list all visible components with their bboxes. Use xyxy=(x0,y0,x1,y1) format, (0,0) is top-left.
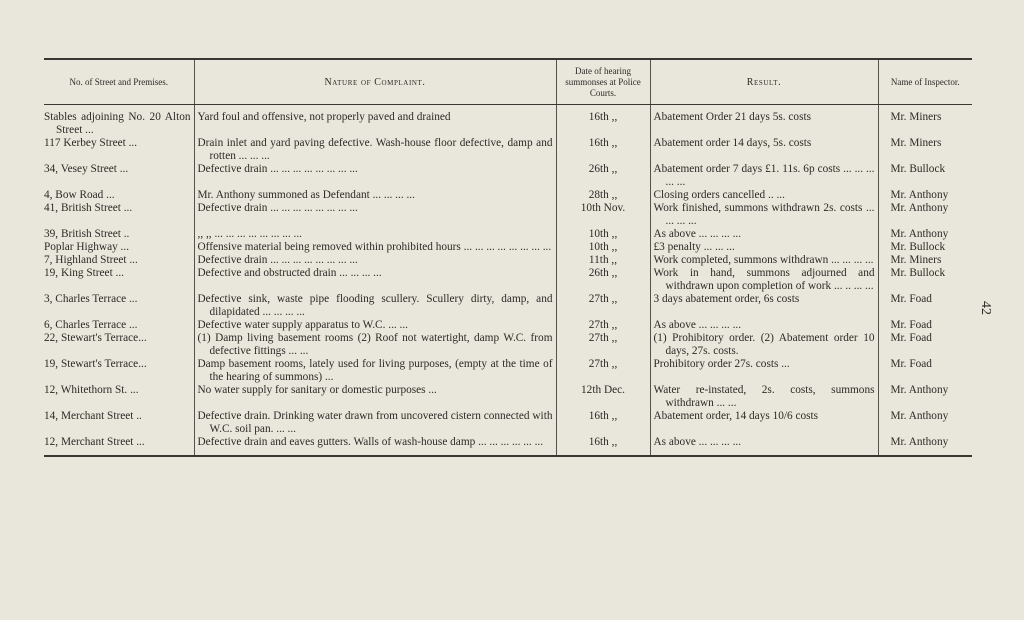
cell-date: 10th ,, xyxy=(556,228,650,241)
complaints-table xyxy=(44,58,972,457)
cell-street-text: Stables adjoining No. 20 Alton Street ... xyxy=(44,111,191,136)
cell-complaint xyxy=(194,410,556,436)
cell-complaint xyxy=(194,137,556,163)
cell-street-text: 22, Stewart's Terrace... xyxy=(44,332,147,344)
cell-date: 26th ,, xyxy=(556,163,650,189)
cell-complaint xyxy=(194,189,556,202)
cell-street-text: 19, King Street ... xyxy=(44,267,125,279)
cell-inspector: Mr. Anthony xyxy=(878,436,972,449)
table-row xyxy=(44,202,972,228)
cell-date: 16th ,, xyxy=(556,410,650,436)
cell-street-text: 6, Charles Terrace ... xyxy=(44,319,138,331)
cell-result-text: Abatement order 14 days, 5s. costs xyxy=(653,137,812,149)
cell-inspector: Mr. Bullock xyxy=(878,163,972,189)
cell-result xyxy=(650,163,878,189)
cell-complaint-text: Yard foul and offensive, not properly paved and drained xyxy=(197,111,451,123)
cell-street xyxy=(44,189,194,202)
cell-date: 12th Dec. xyxy=(556,384,650,410)
table-row xyxy=(44,111,972,137)
cell-result-text: Abatement order, 14 days 10/6 costs xyxy=(653,410,819,422)
cell-street-text: 19, Stewart's Terrace... xyxy=(44,358,147,370)
table-row xyxy=(44,254,972,267)
table-body xyxy=(44,105,972,457)
cell-complaint-text: Defective drain and eaves gutters. Walls of wash-house damp ... ... ... ... ... ... xyxy=(197,436,544,448)
cell-result-text: As above ... ... ... ... xyxy=(653,228,742,240)
cell-complaint xyxy=(194,384,556,410)
cell-result xyxy=(650,267,878,293)
cell-street xyxy=(44,384,194,410)
cell-street xyxy=(44,241,194,254)
cell-complaint xyxy=(194,358,556,384)
cell-street-text: 7, Highland Street ... xyxy=(44,254,138,266)
cell-complaint xyxy=(194,111,556,137)
cell-date: 28th ,, xyxy=(556,189,650,202)
cell-date: 27th ,, xyxy=(556,319,650,332)
table-row xyxy=(44,410,972,436)
cell-result-text: As above ... ... ... ... xyxy=(653,436,742,448)
cell-street-text: 12, Merchant Street ... xyxy=(44,436,145,448)
cell-result xyxy=(650,436,878,449)
header-date: Date of hearing summonses at Police Courts. xyxy=(556,59,650,105)
cell-inspector: Mr. Miners xyxy=(878,254,972,267)
cell-complaint-text: Defective drain ... ... ... ... ... ... ... ... xyxy=(197,202,358,214)
cell-complaint-text: Drain inlet and yard paving defective. Wash-house floor defective, damp and rotten ... ... ... xyxy=(197,137,553,162)
cell-result-text: Abatement order 7 days £1. 11s. 6p costs ... ... ... ... ... xyxy=(653,163,875,188)
table-row xyxy=(44,189,972,202)
cell-street xyxy=(44,254,194,267)
cell-date: 26th ,, xyxy=(556,267,650,293)
cell-street-text: Poplar Highway ... xyxy=(44,241,130,253)
cell-date: 16th ,, xyxy=(556,111,650,137)
cell-complaint-text: Damp basement rooms, lately used for living purposes, (empty at the time of the hearing of summons) ... xyxy=(197,358,553,383)
table-row xyxy=(44,436,972,449)
cell-street xyxy=(44,293,194,319)
table-row xyxy=(44,384,972,410)
cell-street-text: 117 Kerbey Street ... xyxy=(44,137,138,149)
cell-complaint xyxy=(194,293,556,319)
cell-date: 27th ,, xyxy=(556,293,650,319)
cell-date: 11th ,, xyxy=(556,254,650,267)
cell-result-text: Prohibitory order 27s. costs ... xyxy=(653,358,790,370)
cell-result xyxy=(650,189,878,202)
cell-result xyxy=(650,384,878,410)
cell-complaint-text: Defective water supply apparatus to W.C. ... ... xyxy=(197,319,409,331)
cell-complaint-text: No water supply for sanitary or domestic purposes ... xyxy=(197,384,437,396)
cell-result-text: Work finished, summons withdrawn 2s. costs ... ... ... ... xyxy=(653,202,875,227)
table-row xyxy=(44,332,972,358)
cell-street xyxy=(44,410,194,436)
cell-street-text: 14, Merchant Street .. xyxy=(44,410,142,422)
cell-complaint-text: Mr. Anthony summoned as Defendant ... ... ... ... xyxy=(197,189,415,201)
cell-result-text: Water re-instated, 2s. costs, summons withdrawn ... ... xyxy=(653,384,875,409)
cell-result-text: (1) Prohibitory order. (2) Abatement order 10 days, 27s. costs. xyxy=(653,332,875,357)
cell-street xyxy=(44,228,194,241)
cell-date: 10th ,, xyxy=(556,241,650,254)
cell-inspector: Mr. Bullock xyxy=(878,241,972,254)
cell-street xyxy=(44,267,194,293)
cell-result-text: Closing orders cancelled .. ... xyxy=(653,189,785,201)
cell-street xyxy=(44,111,194,137)
cell-street-text: 3, Charles Terrace ... xyxy=(44,293,138,305)
cell-complaint xyxy=(194,254,556,267)
cell-result-text: Abatement Order 21 days 5s. costs xyxy=(653,111,811,123)
cell-result xyxy=(650,293,878,319)
cell-inspector: Mr. Anthony xyxy=(878,202,972,228)
header-street: No. of Street and Premises. xyxy=(44,59,194,105)
cell-inspector: Mr. Anthony xyxy=(878,410,972,436)
cell-inspector: Mr. Anthony xyxy=(878,384,972,410)
table-row xyxy=(44,293,972,319)
table-row xyxy=(44,137,972,163)
cell-complaint-text: Defective sink, waste pipe flooding scullery. Scullery dirty, damp, and dilapidated ... ... ... ... xyxy=(197,293,553,318)
cell-result-text: £3 penalty ... ... ... xyxy=(653,241,735,253)
table-row xyxy=(44,319,972,332)
cell-result xyxy=(650,137,878,163)
cell-complaint xyxy=(194,267,556,293)
cell-street-text: 39, British Street .. xyxy=(44,228,130,240)
cell-result xyxy=(650,410,878,436)
document-page xyxy=(44,58,972,457)
cell-result xyxy=(650,332,878,358)
table-row xyxy=(44,228,972,241)
cell-inspector: Mr. Foad xyxy=(878,358,972,384)
cell-result-text: 3 days abatement order, 6s costs xyxy=(653,293,800,305)
cell-street xyxy=(44,358,194,384)
cell-inspector: Mr. Anthony xyxy=(878,189,972,202)
cell-inspector: Mr. Foad xyxy=(878,332,972,358)
cell-street-text: 4, Bow Road ... xyxy=(44,189,115,201)
cell-street xyxy=(44,436,194,449)
cell-inspector: Mr. Miners xyxy=(878,111,972,137)
cell-street-text: 34, Vesey Street ... xyxy=(44,163,129,175)
header-result: Result. xyxy=(650,59,878,105)
cell-result xyxy=(650,319,878,332)
cell-result xyxy=(650,111,878,137)
cell-result xyxy=(650,228,878,241)
cell-date: 10th Nov. xyxy=(556,202,650,228)
cell-result xyxy=(650,358,878,384)
cell-inspector: Mr. Bullock xyxy=(878,267,972,293)
cell-date: 16th ,, xyxy=(556,436,650,449)
cell-street xyxy=(44,163,194,189)
cell-complaint-text: Defective and obstructed drain ... ... ... ... xyxy=(197,267,382,279)
cell-date: 16th ,, xyxy=(556,137,650,163)
table-header xyxy=(44,59,972,105)
cell-complaint-text: Offensive material being removed within prohibited hours ... ... ... ... ... ... ... ... xyxy=(197,241,552,253)
cell-result-text: As above ... ... ... ... xyxy=(653,319,742,331)
cell-street-text: 41, British Street ... xyxy=(44,202,133,214)
cell-result-text: Work completed, summons withdrawn ... ... ... ... xyxy=(653,254,874,266)
cell-complaint-text: Defective drain ... ... ... ... ... ... ... ... xyxy=(197,163,358,175)
cell-inspector: Mr. Foad xyxy=(878,293,972,319)
cell-complaint-text: ,, ,, ... ... ... ... ... ... ... ... xyxy=(197,228,302,240)
cell-complaint xyxy=(194,228,556,241)
cell-street xyxy=(44,202,194,228)
cell-complaint xyxy=(194,202,556,228)
cell-complaint-text: Defective drain ... ... ... ... ... ... ... ... xyxy=(197,254,358,266)
header-inspector: Name of Inspector. xyxy=(878,59,972,105)
table-row xyxy=(44,358,972,384)
cell-street xyxy=(44,137,194,163)
cell-complaint xyxy=(194,163,556,189)
table-row xyxy=(44,267,972,293)
page-number: 42 xyxy=(978,301,993,315)
table-row xyxy=(44,163,972,189)
cell-complaint xyxy=(194,332,556,358)
cell-result xyxy=(650,241,878,254)
header-complaint: Nature of Complaint. xyxy=(194,59,556,105)
cell-result xyxy=(650,254,878,267)
cell-street xyxy=(44,319,194,332)
cell-complaint-text: (1) Damp living basement rooms (2) Roof not watertight, damp W.C. from defective fittings ... ... xyxy=(197,332,553,357)
cell-complaint-text: Defective drain. Drinking water drawn from uncovered cistern connected with W.C. soil pan. ... ... xyxy=(197,410,553,435)
cell-complaint xyxy=(194,241,556,254)
cell-inspector: Mr. Miners xyxy=(878,137,972,163)
cell-street-text: 12, Whitethorn St. ... xyxy=(44,384,139,396)
cell-date: 27th ,, xyxy=(556,332,650,358)
cell-inspector: Mr. Anthony xyxy=(878,228,972,241)
cell-result xyxy=(650,202,878,228)
cell-inspector: Mr. Foad xyxy=(878,319,972,332)
cell-street xyxy=(44,332,194,358)
cell-date: 27th ,, xyxy=(556,358,650,384)
cell-complaint xyxy=(194,319,556,332)
cell-complaint xyxy=(194,436,556,449)
cell-result-text: Work in hand, summons adjourned and withdrawn upon completion of work ... .. ... ... xyxy=(653,267,875,292)
table-row xyxy=(44,241,972,254)
